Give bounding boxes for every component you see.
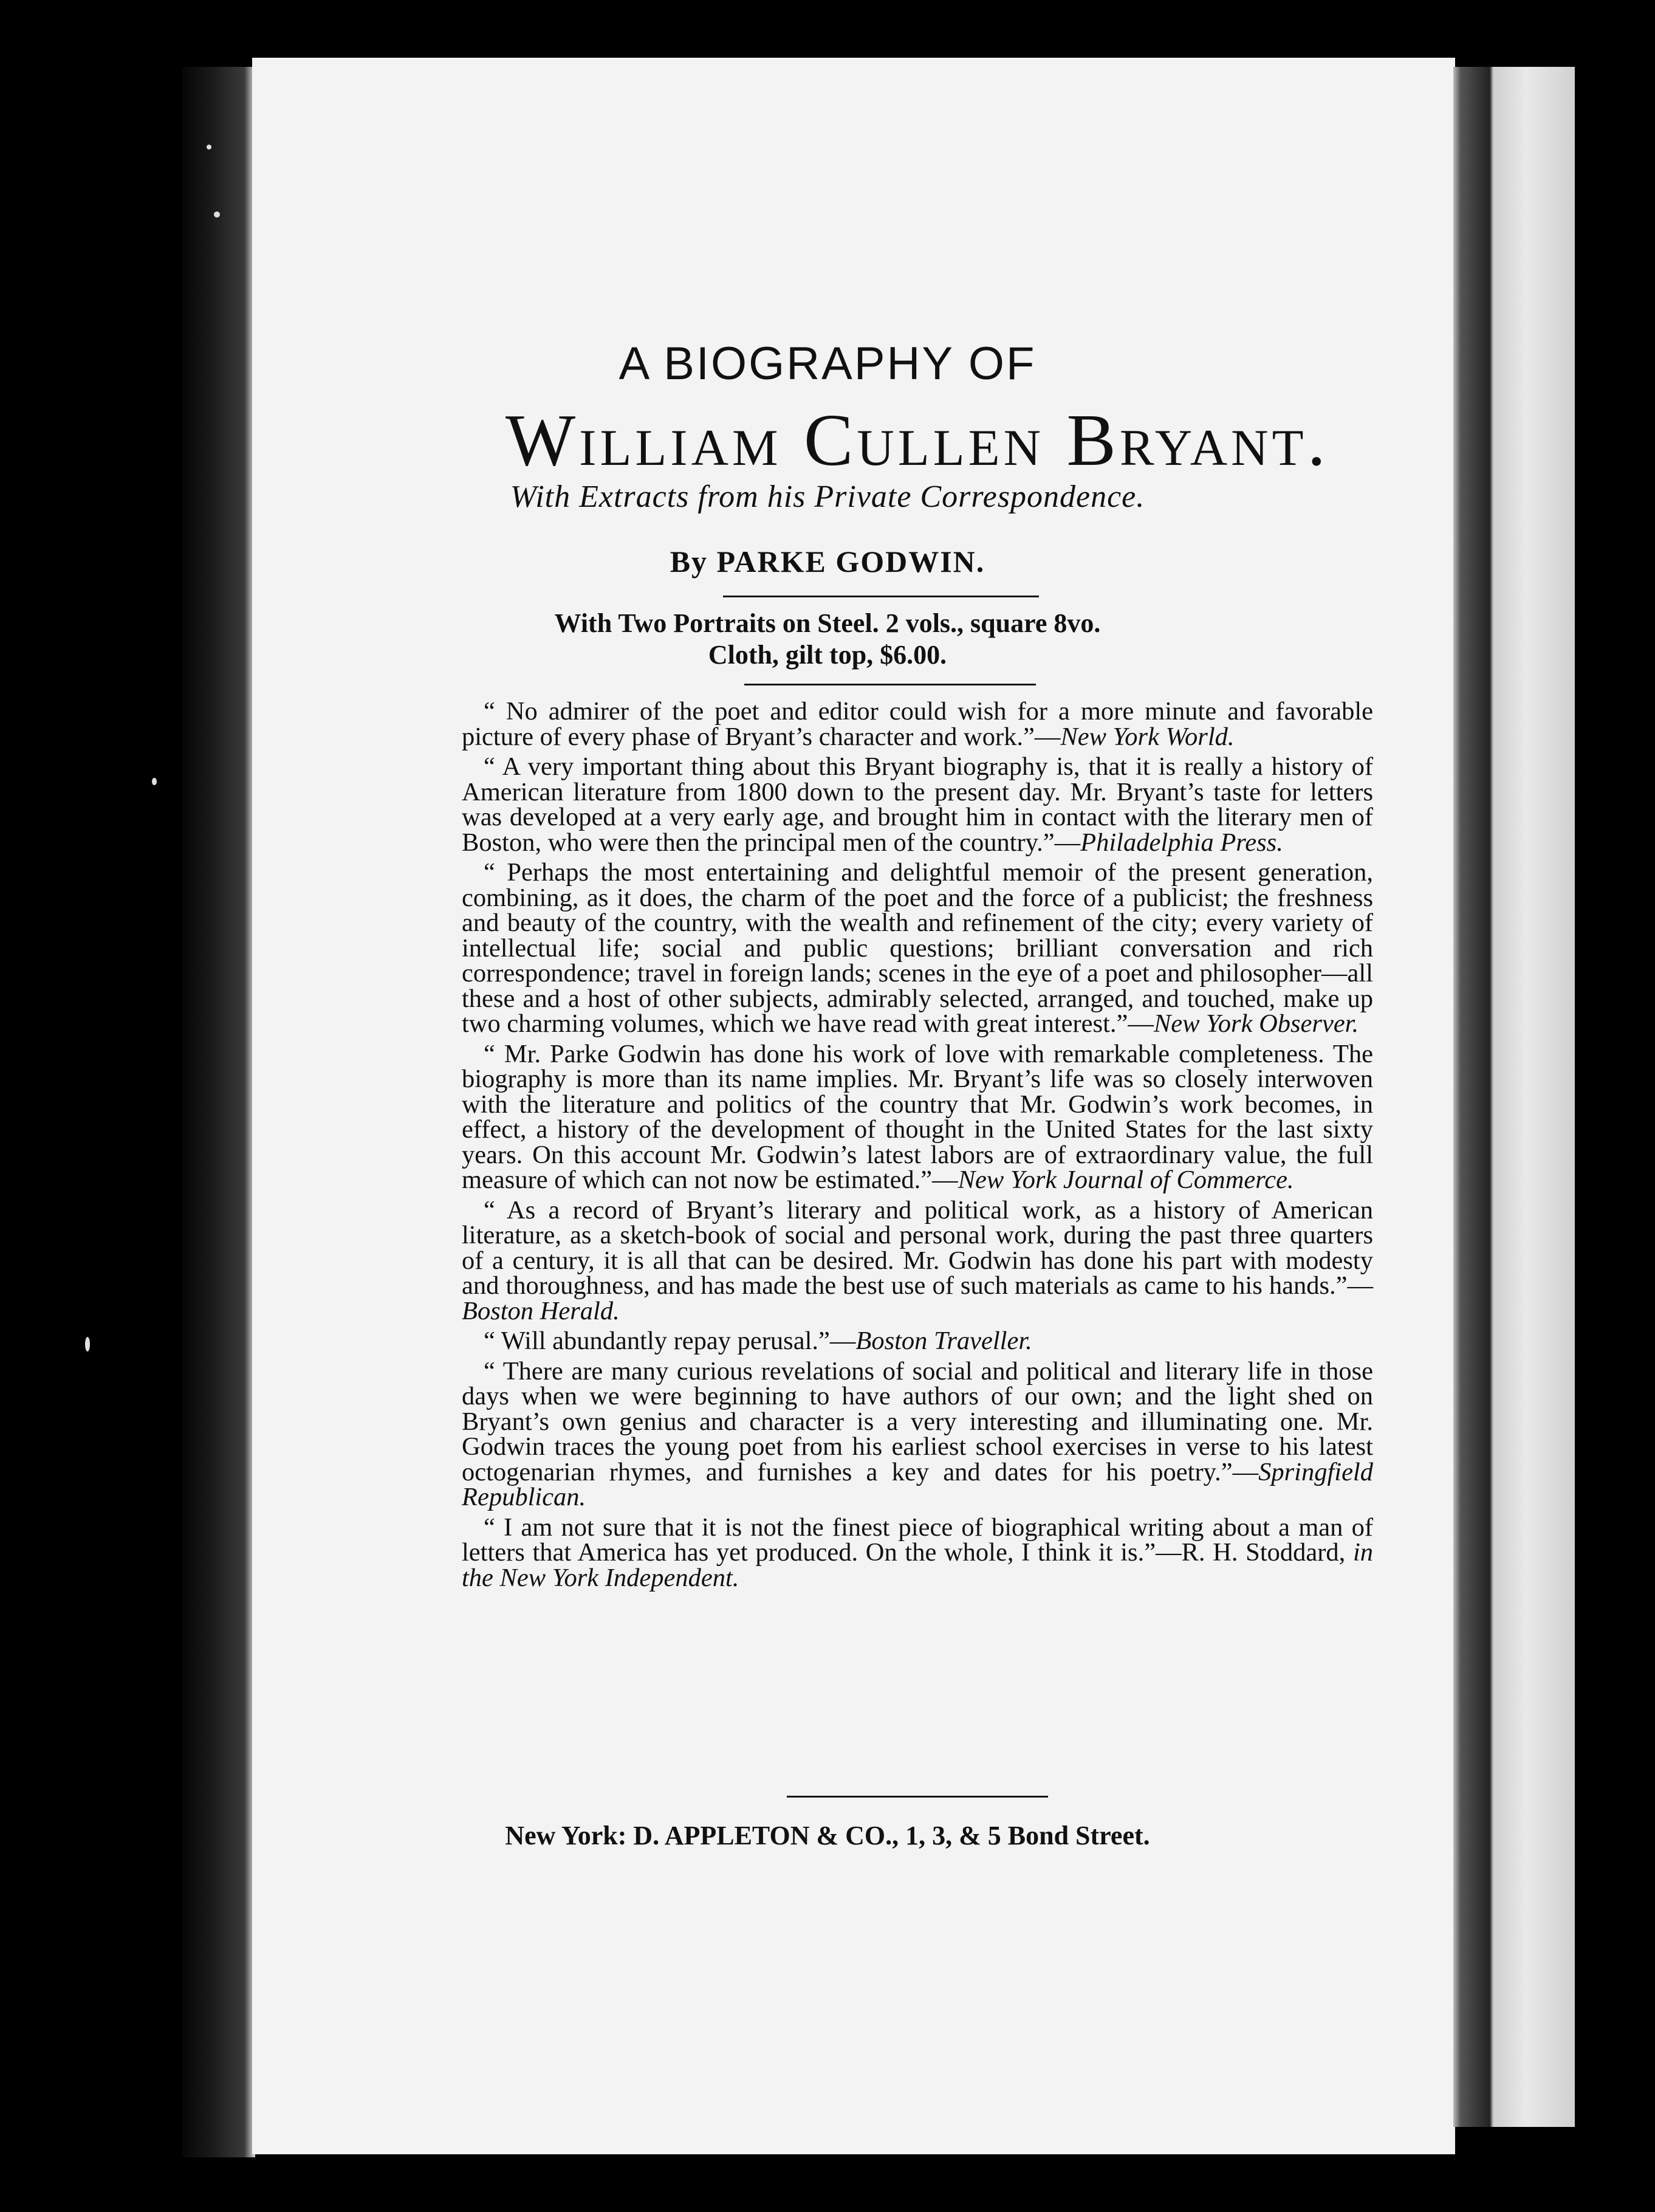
edition-info <box>0 608 1655 671</box>
rule-middle <box>744 684 1036 685</box>
review-source: Boston Herald. <box>462 1296 620 1325</box>
subtitle: With Extracts from his Private Correspondence. <box>510 479 1145 514</box>
review-source: New York Observer. <box>1153 1009 1359 1038</box>
review-item <box>462 1515 1373 1591</box>
review-item <box>462 1328 1373 1354</box>
edition-line-2: Cloth, gilt top, $6.00. <box>708 640 947 670</box>
review-source: Boston Traveller. <box>855 1327 1032 1355</box>
scan-speck <box>214 211 220 218</box>
rule-bottom <box>787 1796 1048 1798</box>
review-item <box>462 1039 1373 1194</box>
title-line-2: William Cullen Bryant. <box>505 399 1329 481</box>
title-line-1: A BIOGRAPHY OF <box>618 338 1037 390</box>
review-source: Springfield Republican. <box>462 1457 1373 1511</box>
review-text: “ A very important thing about this Bryant biography is, that it is really a history of American literature from 1800 down to the present day. Mr. Bryant’s taste for letters was developed at a very early age, and brought him in contact with the literary men of Boston, who were then the principal men of the country.”— <box>462 752 1373 857</box>
review-item <box>462 699 1373 749</box>
reviews-list <box>462 699 1373 1595</box>
review-text: “ There are many curious revelations of social and political and literary life in those days when we were beginning to have authors of our own; and the light shed on Bryant’s own genius and character is a very interesting and illuminating one. Mr. Godwin traces the young poet from his earliest school exercises in verse to his latest octogenarian rhymes, and furnishes a key and dates for his poetry.”— <box>462 1356 1373 1486</box>
review-item <box>462 754 1373 855</box>
scan-speck <box>152 778 157 785</box>
review-text: “ Mr. Parke Godwin has done his work of love with remarkable completeness. The biography is more than its name implies. Mr. Bryant’s life was so closely interwoven with the literature and politics of the country that Mr. Godwin’s work becomes, in effect, a history of the development of thought in the United States for the last sixty years. On this account Mr. Godwin’s latest labors are of extraordinary value, the full measure of which can not now be estimated.”— <box>462 1039 1373 1194</box>
scan-speck <box>207 145 211 149</box>
review-text: “ Will abundantly repay perusal.”— <box>484 1327 856 1355</box>
rule-top <box>723 596 1039 597</box>
review-item <box>462 1195 1373 1325</box>
review-text: “ As a record of Bryant’s literary and political work, as a history of American literature, as a sketch-book of social and personal work, during the past three quarters of a century, it is all that can be desired. Mr. Godwin has done his part with modesty and thoroughness, and has made the best use of such materials as came to his hands.”— <box>462 1195 1373 1300</box>
review-source: New York World. <box>1060 722 1235 751</box>
review-text: “ Perhaps the most entertaining and delightful memoir of the present generation, combining, as it does, the charm of the poet and the force of a publicist; the freshness and beauty of the country, with the wealth and refinement of the city; every variety of intellectual life; social and public questions; brilliant conversation and rich correspondence; travel in foreign lands; scenes in the eye of a poet and philosopher—all these and a host of other subjects, admirably selected, arranged, and touched, make up two charming volumes, which we have read with great interest.”— <box>462 858 1373 1038</box>
author-byline: By PARKE GODWIN. <box>670 544 985 579</box>
scan-speck <box>85 1337 90 1352</box>
review-text: “ I am not sure that it is not the finest piece of biographical writing about a man of letters that America has yet produced. On the whole, I think it is.”—R. H. Stoddard, <box>462 1513 1373 1567</box>
review-source: Philadelphia Press. <box>1080 828 1283 857</box>
review-source: New York Journal of Commerce. <box>958 1166 1294 1194</box>
edition-line-1: With Two Portraits on Steel. 2 vols., square 8vo. <box>554 608 1101 638</box>
review-item <box>462 1356 1373 1511</box>
review-text: “ No admirer of the poet and editor could wish for a more minute and favorable picture of every phase of Bryant’s character and work.”— <box>462 697 1373 751</box>
review-item <box>462 860 1373 1037</box>
review-source: in the New York Independent. <box>462 1538 1373 1592</box>
publisher-imprint: New York: D. APPLETON & CO., 1, 3, & 5 Bond Street. <box>505 1821 1150 1850</box>
